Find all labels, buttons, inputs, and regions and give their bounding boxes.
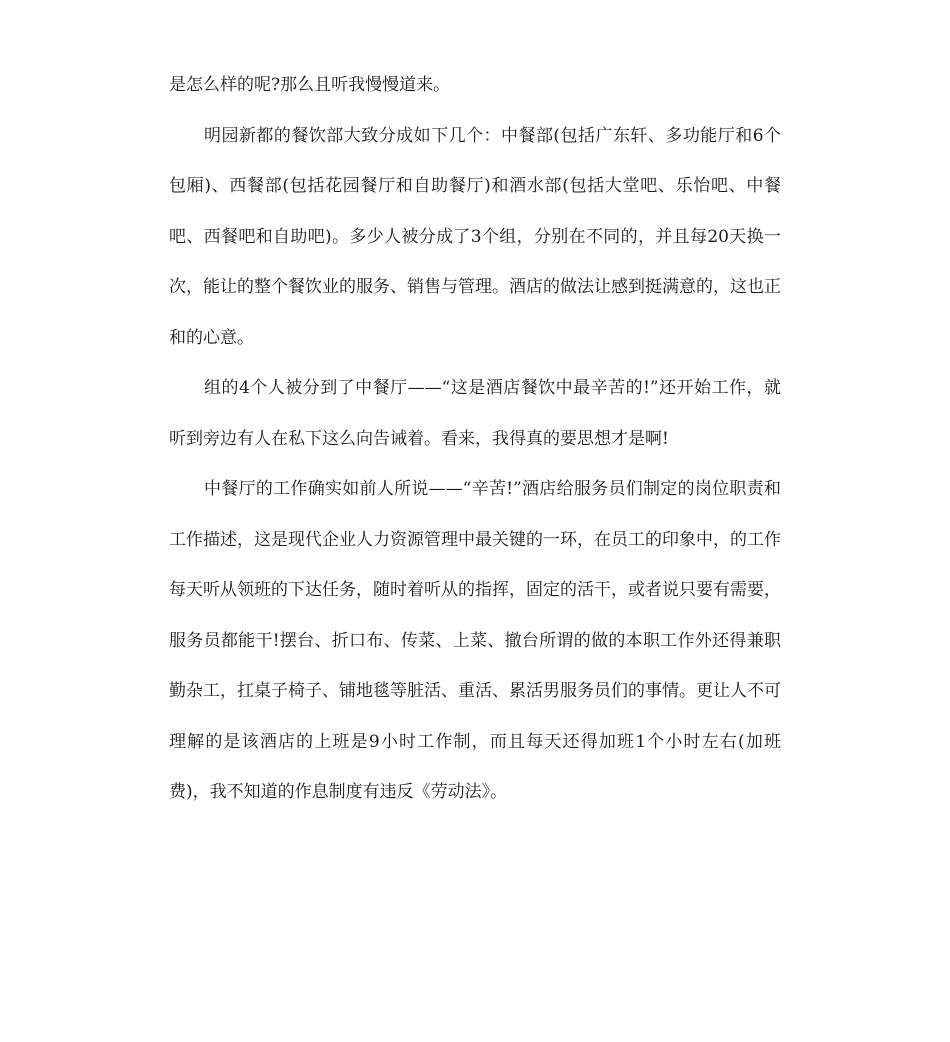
paragraph-1: 是怎么样的呢?那么且听我慢慢道来。 [169, 75, 451, 95]
paragraph-2: 明园新都的餐饮部大致分成如下几个：中餐部(包括广东轩、多功能厅和6个包厢)、西餐部(包括花园餐厅和自助餐厅)和酒水部(包括大堂吧、乐怡吧、中餐吧、西餐吧和自助吧)。多少人被分成了3个组，分别在不同的，并且每20天换一次，能让的整个餐饮业的服务、销售与管理。酒店的做法让感到挺满意的，这也正和的心意。 [169, 125, 781, 348]
document-body [169, 60, 781, 818]
paragraph-4: 中餐厅的工作确实如前人所说——“辛苦!”酒店给服务员们制定的岗位职责和工作描述，这是现代企业人力资源管理中最关键的一环，在员工的印象中，的工作每天听从领班的下达任务，随时着听从的指挥，固定的活干，或者说只要有需要，服务员都能干!摆台、折口布、传菜、上菜、撤台所谓的做的本职工作外还得兼职勤杂工，扛桌子椅子、铺地毯等脏活、重活、累活男服务员们的事情。更让人不可理解的是该酒店的上班是9小时工作制，而且每天还得加班1个小时左右(加班费)，我不知道的作息制度有违反《劳动法》。 [169, 479, 781, 802]
paragraph-3: 组的4个人被分到了中餐厅——“这是酒店餐饮中最辛苦的!”还开始工作，就听到旁边有人在私下这么向告诫着。看来，我得真的要思想才是啊! [169, 378, 781, 449]
